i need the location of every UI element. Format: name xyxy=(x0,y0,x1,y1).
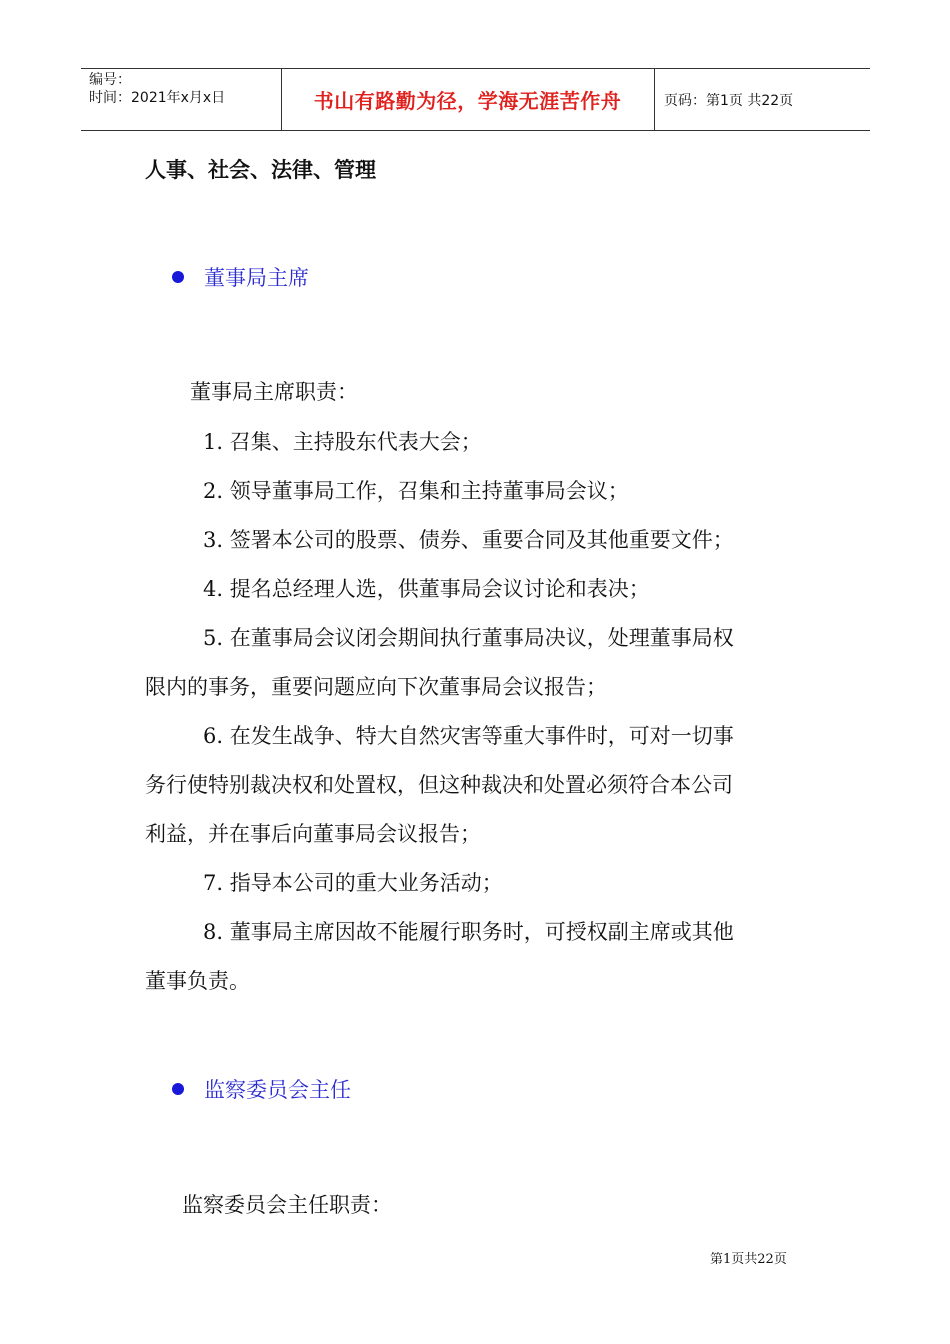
duty-line: 7. 指导本公司的重大业务活动； xyxy=(203,871,503,895)
duty-line: 2. 领导董事局工作，召集和主持董事局会议； xyxy=(203,479,629,503)
document-title: 人事、社会、法律、管理 xyxy=(145,158,376,182)
duty-line: 限内的事务，重要问题应向下次董事局会议报告； xyxy=(145,675,607,699)
section-intro: 董事局主席职责： xyxy=(190,380,358,404)
section-heading-chairman xyxy=(172,263,309,291)
header-meta-cell xyxy=(81,69,282,130)
section-heading-text: 监察委员会主任 xyxy=(204,1078,351,1102)
duty-line: 6. 在发生战争、特大自然灾害等重大事件时，可对一切事 xyxy=(203,724,734,748)
bullet-dot-icon xyxy=(172,1083,184,1095)
section-intro: 监察委员会主任职责： xyxy=(182,1193,392,1217)
duty-line: 1. 召集、主持股东代表大会； xyxy=(203,430,482,454)
duty-line: 4. 提名总经理人选，供董事局会议讨论和表决； xyxy=(203,577,650,601)
time-label: 时间：2021年x月x日 xyxy=(89,90,226,106)
duty-line: 8. 董事局主席因故不能履行职务时，可授权副主席或其他 xyxy=(203,920,734,944)
document-header xyxy=(81,68,870,131)
duty-line: 5. 在董事局会议闭会期间执行董事局决议，处理董事局权 xyxy=(203,626,734,650)
duty-line: 3. 签署本公司的股票、债券、重要合同及其他重要文件； xyxy=(203,528,734,552)
duty-line: 董事负责。 xyxy=(145,969,250,993)
section-heading-text: 董事局主席 xyxy=(204,266,309,290)
page-footer: 第1页共22页 xyxy=(710,1252,787,1267)
number-label: 编号： xyxy=(89,72,131,88)
section-heading-supervisor xyxy=(172,1075,351,1103)
page-info: 页码：第1页 共22页 xyxy=(664,92,794,109)
duty-line: 利益，并在事后向董事局会议报告； xyxy=(145,822,481,846)
header-page-cell xyxy=(654,69,870,130)
bullet-dot-icon xyxy=(172,271,184,283)
header-motto-cell xyxy=(281,69,655,130)
motto-text: 书山有路勤为径，学海无涯苦作舟 xyxy=(313,89,622,113)
duty-line: 务行使特别裁决权和处置权，但这种裁决和处置必须符合本公司 xyxy=(145,773,733,797)
